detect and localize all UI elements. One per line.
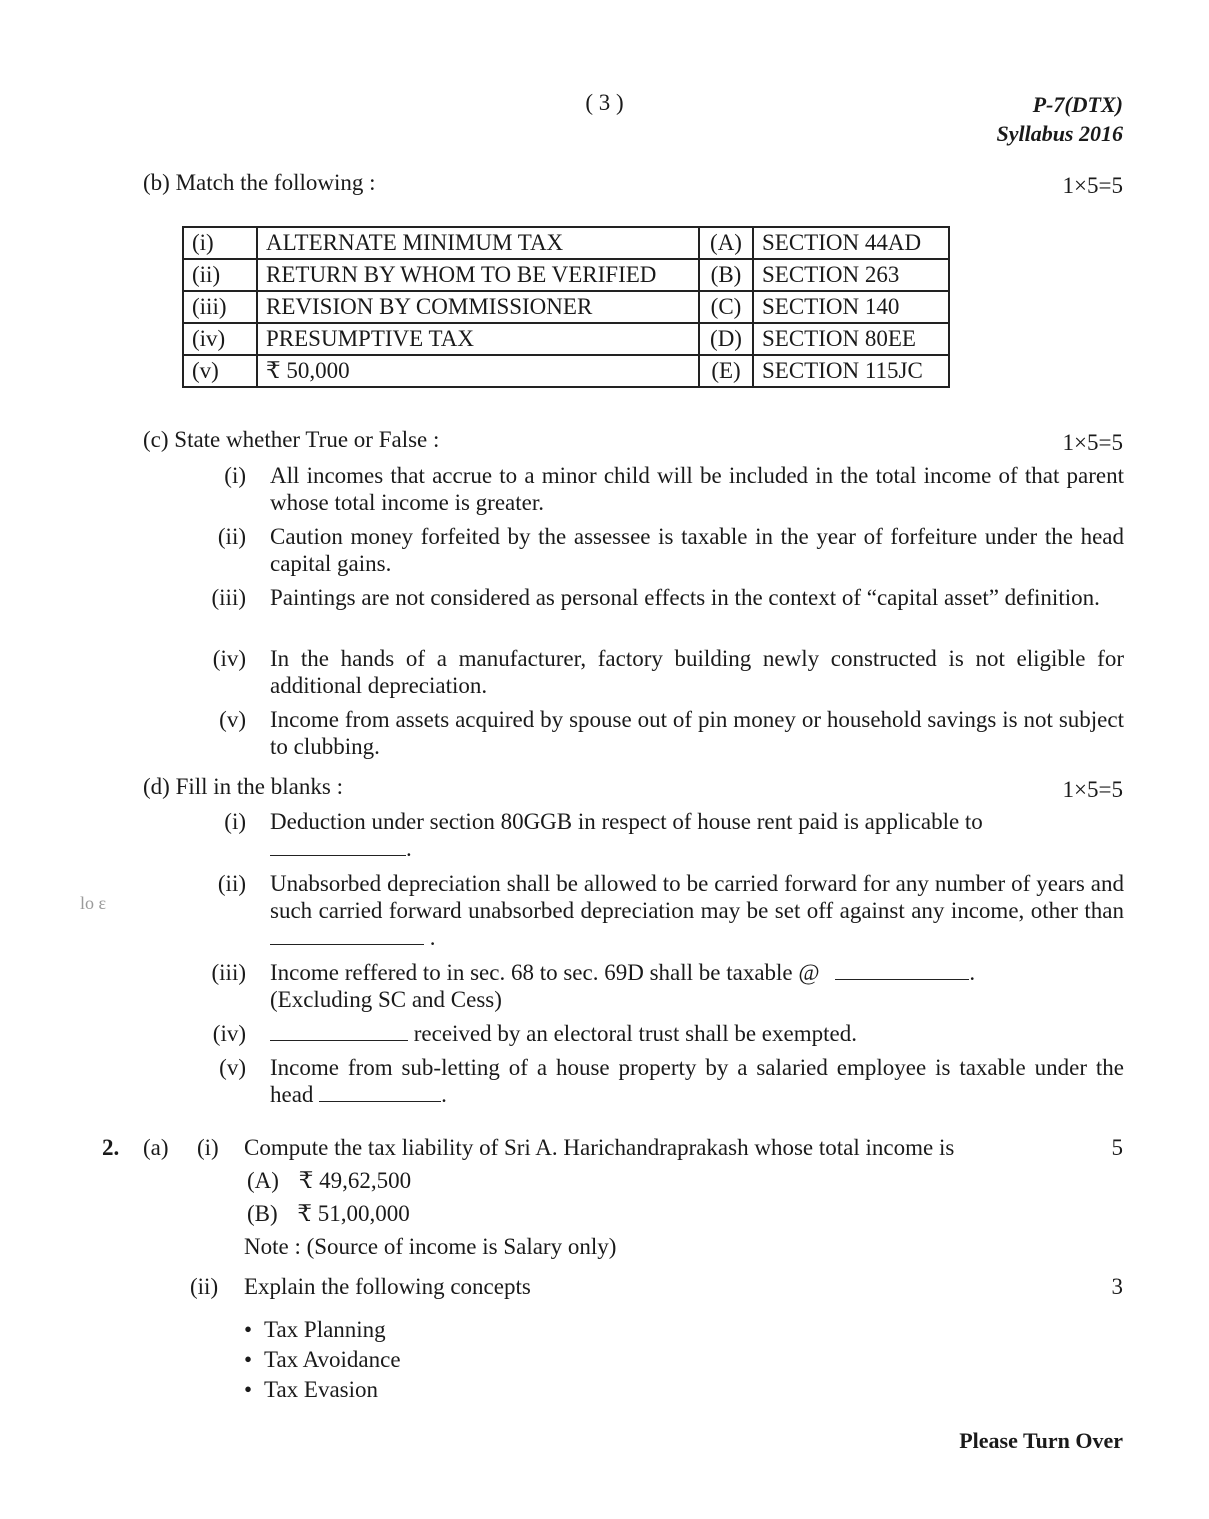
item-text bbox=[270, 808, 1124, 862]
row-section: SECTION 263 bbox=[753, 259, 949, 291]
note: Note : (Source of income is Salary only) bbox=[244, 1234, 617, 1259]
row-number: (v) bbox=[183, 355, 257, 387]
please-turn-over: Please Turn Over bbox=[959, 1428, 1123, 1453]
option-label: (A) bbox=[247, 1168, 279, 1193]
fill-blank bbox=[270, 1022, 408, 1041]
row-number: (iv) bbox=[183, 323, 257, 355]
item-text: All incomes that accrue to a minor child will be included in the total income of that parent whose total income is greater. bbox=[270, 463, 1124, 515]
q1b-label: (b) Match the following : bbox=[143, 170, 376, 195]
q2-number: 2. bbox=[102, 1135, 120, 1160]
item-number: (ii) bbox=[217, 871, 246, 896]
item-text bbox=[270, 870, 1124, 951]
blank-period: . bbox=[441, 1082, 447, 1107]
q2a-sub-i-marks: 5 bbox=[1111, 1135, 1123, 1160]
item-number: (v) bbox=[219, 707, 246, 732]
item-text: Paintings are not considered as personal effects in the context of “capital asset” definition. bbox=[270, 585, 1100, 610]
row-number: (ii) bbox=[183, 259, 257, 291]
row-section: SECTION 80EE bbox=[753, 323, 949, 355]
item-text-content: received by an electoral trust shall be exempted. bbox=[413, 1021, 857, 1046]
item-text bbox=[270, 1054, 1124, 1108]
q1c-marks: 1×5=5 bbox=[1062, 430, 1123, 455]
paper-code-block bbox=[996, 90, 1123, 148]
blank-period: . bbox=[429, 925, 436, 950]
item-text-content: Income from sub-letting of a house property by a salaried employee is taxable under the head bbox=[270, 1055, 1124, 1107]
option-b bbox=[247, 1201, 410, 1227]
syllabus-label: Syllabus 2016 bbox=[996, 121, 1123, 146]
margin-scribble: lo ε bbox=[80, 893, 107, 913]
row-number: (iii) bbox=[183, 291, 257, 323]
bullet-item bbox=[244, 1317, 386, 1343]
row-number: (i) bbox=[183, 227, 257, 259]
table-row bbox=[183, 227, 949, 259]
q2a-sub-ii-number: (ii) bbox=[190, 1274, 219, 1299]
item-text: Income from assets acquired by spouse out of pin money or household savings is not subject to clubbing. bbox=[270, 707, 1124, 759]
item-text bbox=[270, 959, 1124, 1013]
row-term: REVISION BY COMMISSIONER bbox=[257, 291, 699, 323]
item-number: (i) bbox=[224, 463, 246, 488]
item-number: (iv) bbox=[212, 1021, 246, 1046]
table-row bbox=[183, 355, 949, 387]
row-term: RETURN BY WHOM TO BE VERIFIED bbox=[257, 259, 699, 291]
q2a-sub-ii-marks: 3 bbox=[1111, 1274, 1123, 1299]
row-letter: (C) bbox=[699, 291, 753, 323]
fill-blank bbox=[270, 926, 424, 945]
q2-part: (a) bbox=[143, 1135, 169, 1160]
q1c-label: (c) State whether True or False : bbox=[143, 427, 440, 452]
row-letter: (D) bbox=[699, 323, 753, 355]
q1d-label: (d) Fill in the blanks : bbox=[143, 774, 343, 799]
item-number: (ii) bbox=[217, 524, 246, 549]
q2a-sub-i-text: Compute the tax liability of Sri A. Harichandraprakash whose total income is bbox=[244, 1135, 955, 1160]
bullet-item bbox=[244, 1347, 401, 1373]
page-number: ( 3 ) bbox=[585, 90, 624, 115]
table-row bbox=[183, 259, 949, 291]
item-number: (i) bbox=[224, 809, 246, 834]
match-table bbox=[182, 226, 950, 388]
fill-blank bbox=[319, 1083, 441, 1102]
bullet-text: Tax Evasion bbox=[264, 1377, 379, 1402]
option-value: ₹ 51,00,000 bbox=[297, 1201, 410, 1226]
blank-period: . bbox=[969, 960, 976, 985]
item-number: (v) bbox=[219, 1055, 246, 1080]
row-term: PRESUMPTIVE TAX bbox=[257, 323, 699, 355]
q2a-sub-ii-text: Explain the following concepts bbox=[244, 1274, 531, 1299]
bullet-item bbox=[244, 1377, 378, 1403]
row-letter: (A) bbox=[699, 227, 753, 259]
q1b-marks: 1×5=5 bbox=[1062, 173, 1123, 198]
item-text-content: Unabsorbed depreciation shall be allowed to be carried forward for any number of years and such carried forward unabsorbed depreciation may be set off against any income, other than bbox=[270, 871, 1124, 923]
option-label: (B) bbox=[247, 1201, 278, 1226]
bullet-icon: • bbox=[244, 1317, 253, 1342]
row-section: SECTION 44AD bbox=[753, 227, 949, 259]
item-text-content: Income reffered to in sec. 68 to sec. 69D shall be taxable @ bbox=[270, 960, 820, 985]
row-letter: (B) bbox=[699, 259, 753, 291]
item-number: (iii) bbox=[211, 960, 246, 985]
option-a bbox=[247, 1168, 411, 1194]
q2a-sub-i-number: (i) bbox=[197, 1135, 219, 1160]
paper-code: P-7(DTX) bbox=[1032, 92, 1123, 117]
row-letter: (E) bbox=[699, 355, 753, 387]
item-number: (iv) bbox=[212, 646, 246, 671]
table-row bbox=[183, 291, 949, 323]
option-value: ₹ 49,62,500 bbox=[298, 1168, 412, 1193]
fill-blank bbox=[835, 961, 969, 980]
blank-period: . bbox=[406, 836, 412, 861]
item-text-content: Deduction under section 80GGB in respect of house rent paid is applicable to bbox=[270, 809, 983, 834]
bullet-text: Tax Avoidance bbox=[264, 1347, 401, 1372]
item-text: Caution money forfeited by the assessee is taxable in the year of forfeiture under the head capital gains. bbox=[270, 524, 1124, 576]
row-section: SECTION 115JC bbox=[753, 355, 949, 387]
fill-blank bbox=[270, 837, 406, 856]
item-text-note: (Excluding SC and Cess) bbox=[270, 987, 502, 1012]
row-term: ALTERNATE MINIMUM TAX bbox=[257, 227, 699, 259]
row-section: SECTION 140 bbox=[753, 291, 949, 323]
item-text: In the hands of a manufacturer, factory building newly constructed is not eligible for additional depreciation. bbox=[270, 646, 1124, 698]
table-row bbox=[183, 323, 949, 355]
item-text bbox=[270, 1020, 1124, 1047]
item-number: (iii) bbox=[211, 585, 246, 610]
bullet-text: Tax Planning bbox=[264, 1317, 386, 1342]
row-term: ₹ 50,000 bbox=[257, 355, 699, 387]
bullet-icon: • bbox=[244, 1377, 253, 1402]
q1d-marks: 1×5=5 bbox=[1062, 777, 1123, 802]
bullet-icon: • bbox=[244, 1347, 253, 1372]
